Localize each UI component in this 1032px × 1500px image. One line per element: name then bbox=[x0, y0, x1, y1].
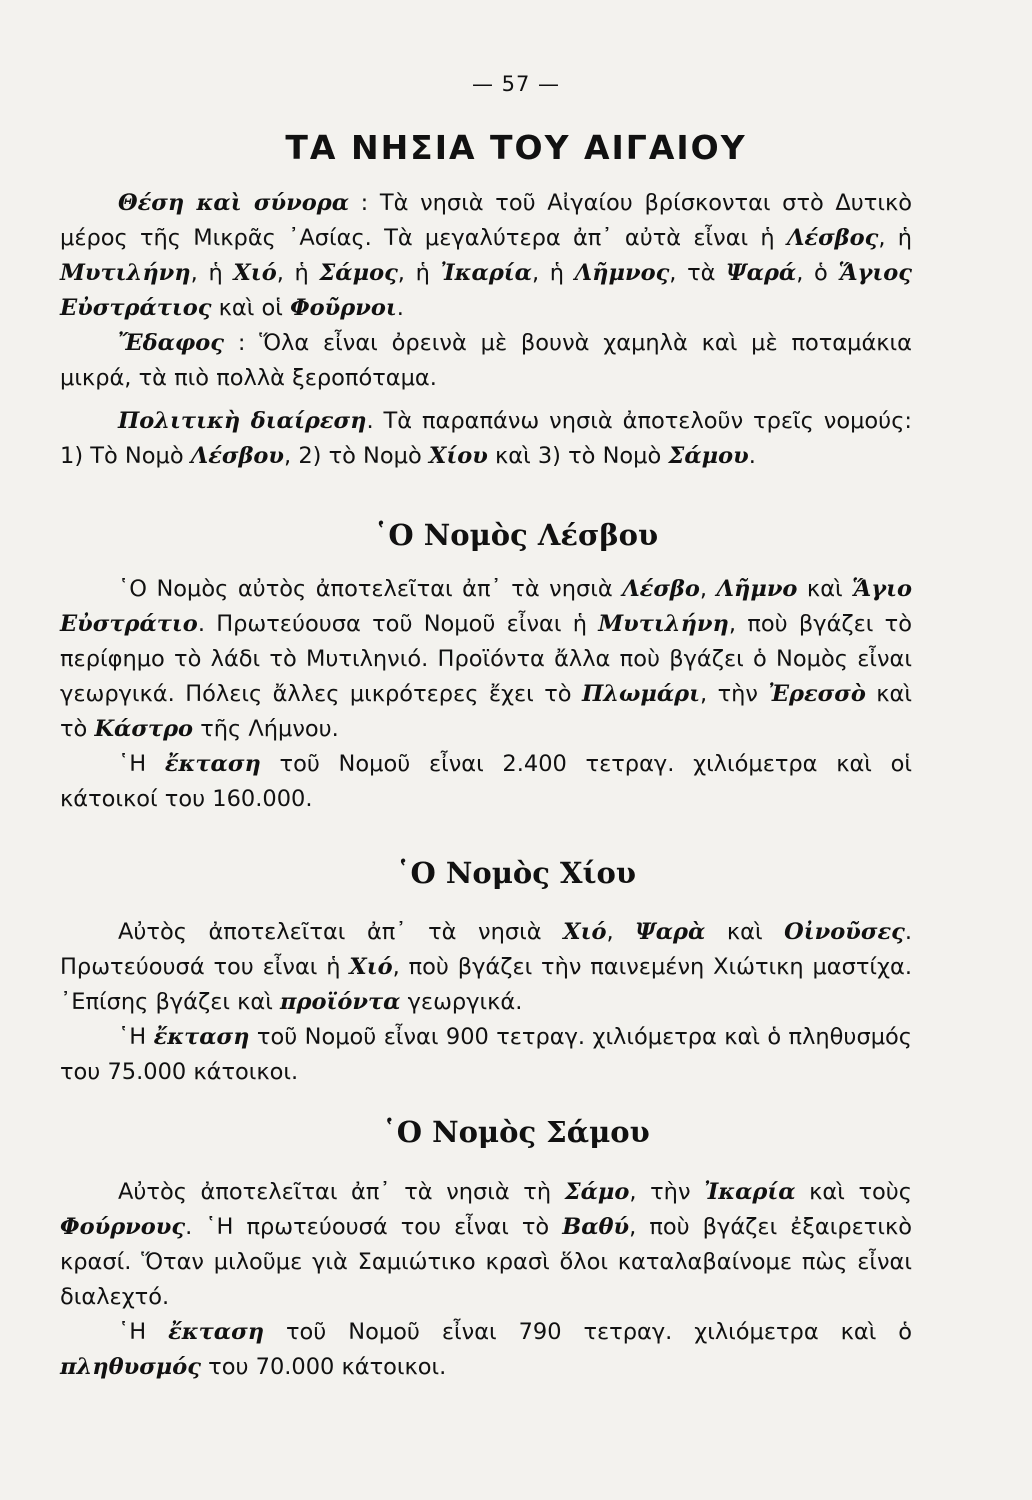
label-division: Πολιτικὴ διαίρεση bbox=[118, 408, 367, 434]
text: , τὰ bbox=[669, 260, 727, 286]
emphasis: Χιό bbox=[233, 260, 277, 286]
text: : Τὰ νησιὰ τοῦ Αἰγαίου βρίσκονται στὸ Δυτικὸ μέρος τῆς Μικρᾶς ᾿Ασίας. Τὰ μεγαλύτερα ἀπ᾿ αὐτὰ εἶναι ἡ bbox=[60, 190, 912, 251]
text: καὶ 3) τὸ Νομὸ bbox=[487, 443, 669, 469]
emphasis: Λῆμνο bbox=[716, 576, 798, 602]
emphasis: πληθυσμός bbox=[60, 1354, 201, 1380]
text: Αὐτὸς ἀποτελεῖται ἀπ᾿ τὰ νησιὰ bbox=[118, 919, 564, 945]
text: , bbox=[606, 919, 636, 945]
paragraph-position bbox=[60, 186, 912, 326]
label-terrain: Ἔδαφος bbox=[118, 330, 224, 356]
text: ῾Η bbox=[118, 751, 165, 777]
label-position: Θέση καὶ σύνορα bbox=[118, 190, 350, 216]
text: τοῦ Νομοῦ εἶναι 900 τετραγ. χιλιόμετρα καὶ ὁ πληθυσμός του 75.000 κάτοικοι. bbox=[60, 1024, 912, 1085]
emphasis: Λέσβος bbox=[786, 225, 879, 251]
text: , ἡ bbox=[190, 260, 234, 286]
emphasis: Ψαρὰ bbox=[635, 919, 706, 945]
text: . Τὰ παραπάνω νησιὰ ἀποτελοῦν τρεῖς νομούς: 1) Τὸ Νομὸ bbox=[60, 408, 912, 469]
emphasis: Μυτιλήνη bbox=[60, 260, 191, 286]
paragraph-lesvos-description bbox=[60, 572, 912, 747]
emphasis: ἔκταση bbox=[168, 1319, 265, 1345]
emphasis: Ἰκαρία bbox=[704, 1179, 796, 1205]
emphasis: Χιό bbox=[563, 919, 607, 945]
text: καὶ τὸ bbox=[60, 681, 912, 742]
emphasis: Πλωμάρι bbox=[581, 681, 701, 707]
section-lesvos bbox=[60, 572, 912, 817]
text: , bbox=[699, 576, 717, 602]
text: τοῦ Νομοῦ εἶναι 790 τετραγ. χιλιόμετρα καὶ ὁ bbox=[264, 1319, 912, 1345]
paragraph-terrain bbox=[60, 326, 912, 396]
text: , ἡ bbox=[531, 260, 575, 286]
text: . Πρωτεύουσα τοῦ Νομοῦ εἶναι ἡ bbox=[197, 611, 599, 637]
text: καὶ τοὺς bbox=[795, 1179, 912, 1205]
emphasis: Μυτιλήνη bbox=[598, 611, 729, 637]
emphasis: ἔκταση bbox=[153, 1024, 250, 1050]
text: ῾Η bbox=[118, 1024, 154, 1050]
emphasis: Λῆμνος bbox=[574, 260, 670, 286]
emphasis: Σάμος bbox=[319, 260, 398, 286]
text: . bbox=[396, 295, 404, 321]
emphasis: Χίου bbox=[428, 443, 488, 469]
page-number: — 57 — bbox=[471, 72, 561, 96]
text: καὶ bbox=[797, 576, 853, 602]
paragraph-chios-description bbox=[60, 915, 912, 1020]
emphasis: Ψαρά bbox=[726, 260, 797, 286]
emphasis: Λέσβου bbox=[190, 443, 285, 469]
text: , ἡ bbox=[878, 225, 912, 251]
text: ῾Η bbox=[118, 1319, 169, 1345]
emphasis: ἔκταση bbox=[164, 751, 261, 777]
heading-chios: ῾Ο Νομὸς Χίου bbox=[395, 856, 637, 890]
paragraph-division bbox=[60, 404, 912, 474]
text: , 2) τὸ Νομὸ bbox=[284, 443, 429, 469]
emphasis: Λέσβο bbox=[622, 576, 700, 602]
emphasis: Ἰκαρία bbox=[440, 260, 532, 286]
emphasis: Σάμου bbox=[668, 443, 749, 469]
paragraph-samos-area bbox=[60, 1315, 912, 1385]
text: . Πρωτεύουσά του εἶναι ἡ bbox=[60, 919, 912, 980]
text: ῾Ο Νομὸς αὐτὸς ἀποτελεῖται ἀπ᾿ τὰ νησιὰ bbox=[118, 576, 623, 602]
page-title: ΤΑ ΝΗΣΙΑ ΤΟΥ ΑΙΓΑΙΟΥ bbox=[285, 128, 747, 167]
emphasis: προϊόντα bbox=[280, 989, 401, 1015]
text: . ῾Η πρωτεύουσά του εἶναι τὸ bbox=[185, 1214, 563, 1240]
heading-samos: ῾Ο Νομὸς Σάμου bbox=[382, 1115, 650, 1149]
emphasis: Σάμο bbox=[564, 1179, 630, 1205]
text: Αὐτὸς ἀποτελεῖται ἀπ᾿ τὰ νησιὰ τὴ bbox=[118, 1179, 565, 1205]
emphasis: Ἐρεσσὸ bbox=[768, 681, 866, 707]
text: τῆς Λήμνου. bbox=[193, 716, 339, 742]
emphasis: Χιό bbox=[349, 954, 393, 980]
emphasis: Φούρνους bbox=[60, 1214, 186, 1240]
section-samos bbox=[60, 1175, 912, 1385]
text: του 70.000 κάτοικοι. bbox=[201, 1354, 447, 1380]
text: τοῦ Νομοῦ εἶναι 2.400 τετραγ. χιλιόμετρα καὶ οἱ κάτοικοί του 160.000. bbox=[60, 751, 912, 812]
text: , τὴν bbox=[700, 681, 769, 707]
text: , ἡ bbox=[397, 260, 441, 286]
text: , ὁ bbox=[796, 260, 839, 286]
text: , ποὺ βγάζει τὸ περίφημο τὸ λάδι τὸ Μυτιληνιό. Προϊόντα ἄλλα ποὺ βγάζει ὁ Νομὸς εἶναι γεωργικά. Πόλεις ἄλλες μικρότερες ἔχει τὸ bbox=[60, 611, 912, 707]
text: , τὴν bbox=[629, 1179, 705, 1205]
text: , ποὺ βγάζει ἐξαιρετικὸ κρασί. Ὅταν μιλοῦμε γιὰ Σαμιώτικο κρασὶ ὅλοι καταλαβαίνομε πὼς εἶναι διαλεχτό. bbox=[60, 1214, 912, 1310]
section-chios bbox=[60, 915, 912, 1090]
text: γεωργικά. bbox=[400, 989, 523, 1015]
emphasis: Οἰνοῦσες bbox=[784, 919, 905, 945]
emphasis: Βαθύ bbox=[562, 1214, 630, 1240]
text: καὶ οἱ bbox=[211, 295, 291, 321]
text: , ἡ bbox=[276, 260, 320, 286]
emphasis: Κάστρο bbox=[94, 716, 194, 742]
emphasis: Ἅγιο Εὐστράτιο bbox=[60, 576, 913, 637]
text: , ποὺ βγάζει τὴν παινεμένη Χιώτικη μαστίχα. ᾿Επίσης βγάζει καὶ bbox=[60, 954, 912, 1015]
paragraph-lesvos-area bbox=[60, 747, 912, 817]
emphasis: Φοῦρνοι bbox=[290, 295, 397, 321]
paragraph-chios-area bbox=[60, 1020, 912, 1090]
text: . bbox=[748, 443, 756, 469]
emphasis: Ἅγιος Εὐστράτιος bbox=[60, 260, 912, 321]
text: καὶ bbox=[705, 919, 785, 945]
text: : Ὅλα εἶναι ὀρεινὰ μὲ βουνὰ χαμηλὰ καὶ μὲ ποταμάκια μικρά, τὰ πιὸ πολλὰ ξεροπόταμα. bbox=[60, 330, 912, 391]
heading-lesvos: ῾Ο Νομὸς Λέσβου bbox=[373, 518, 659, 552]
paragraph-samos-description bbox=[60, 1175, 912, 1315]
intro-section bbox=[60, 186, 912, 474]
